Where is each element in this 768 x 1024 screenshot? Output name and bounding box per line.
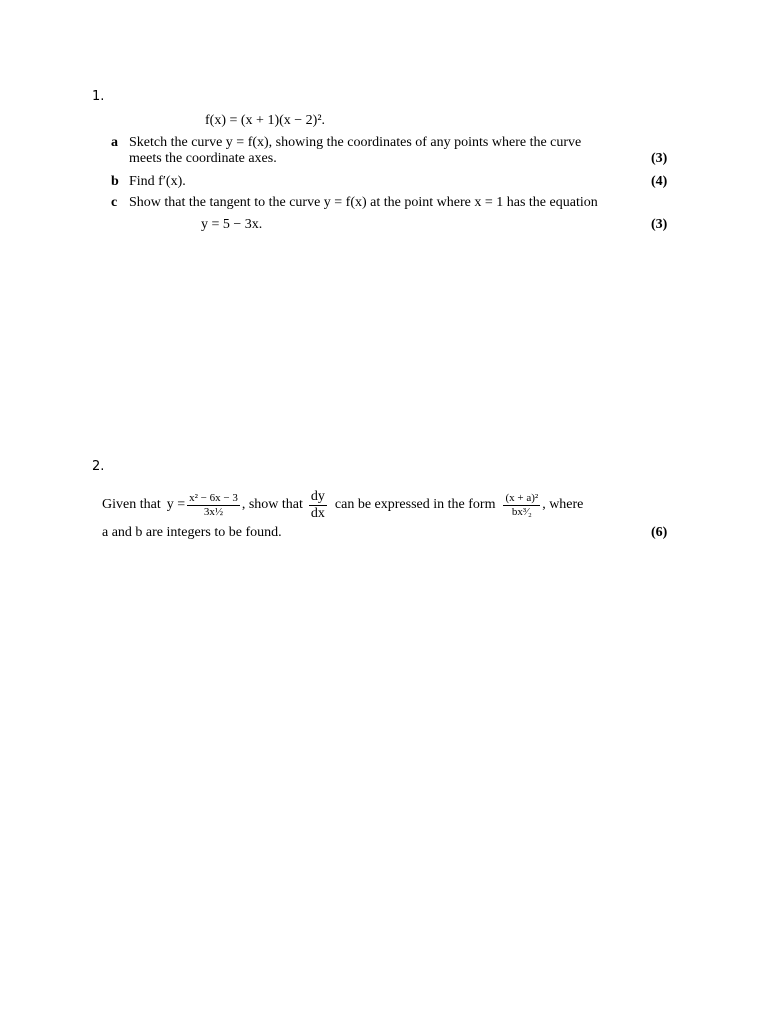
- question-2-line2: a and b are integers to be found.: [102, 525, 282, 540]
- part-b-marks: (4): [651, 174, 668, 189]
- part-b-label: b: [111, 174, 119, 189]
- y-equals: y =: [166, 497, 186, 512]
- question-1-number: 1.: [92, 89, 105, 104]
- derivative-dy-dx: [309, 489, 327, 521]
- part-a-marks: (3): [651, 151, 668, 166]
- fraction-y-expression: [187, 492, 240, 517]
- function-definition: f(x) = (x + 1)(x − 2)².: [205, 113, 326, 128]
- dy-text: dy: [310, 489, 325, 505]
- part-b-text: Find f′(x).: [129, 174, 186, 189]
- part-a-text-line1: Sketch the curve y = f(x), showing the coordinates of any points where the curve: [129, 135, 582, 150]
- dx-text: dx: [310, 505, 325, 521]
- part-c-text: Show that the tangent to the curve y = f(x) at the point where x = 1 has the equation: [129, 195, 598, 210]
- show-that-text: , show that: [241, 497, 303, 512]
- fraction-target-form: [503, 492, 540, 517]
- question-2-number: 2.: [92, 459, 105, 474]
- fraction-target-denominator: bx³⁄₂: [511, 505, 532, 518]
- part-a-label: a: [111, 135, 118, 150]
- part-c-marks: (3): [651, 217, 668, 232]
- question-2-marks: (6): [651, 525, 668, 540]
- where-text: , where: [542, 497, 584, 512]
- part-a-text-line2: meets the coordinate axes.: [129, 151, 277, 166]
- expressed-form-text: can be expressed in the form: [334, 497, 496, 512]
- fraction-target-numerator: (x + a)²: [505, 492, 539, 505]
- part-c-equation: y = 5 − 3x.: [201, 217, 263, 232]
- fraction-y-denominator: 3x½: [203, 505, 224, 518]
- fraction-y-numerator: x² − 6x − 3: [189, 492, 238, 505]
- given-text: Given that: [102, 497, 161, 512]
- question-2-line1: [102, 486, 583, 524]
- part-c-label: c: [111, 195, 118, 210]
